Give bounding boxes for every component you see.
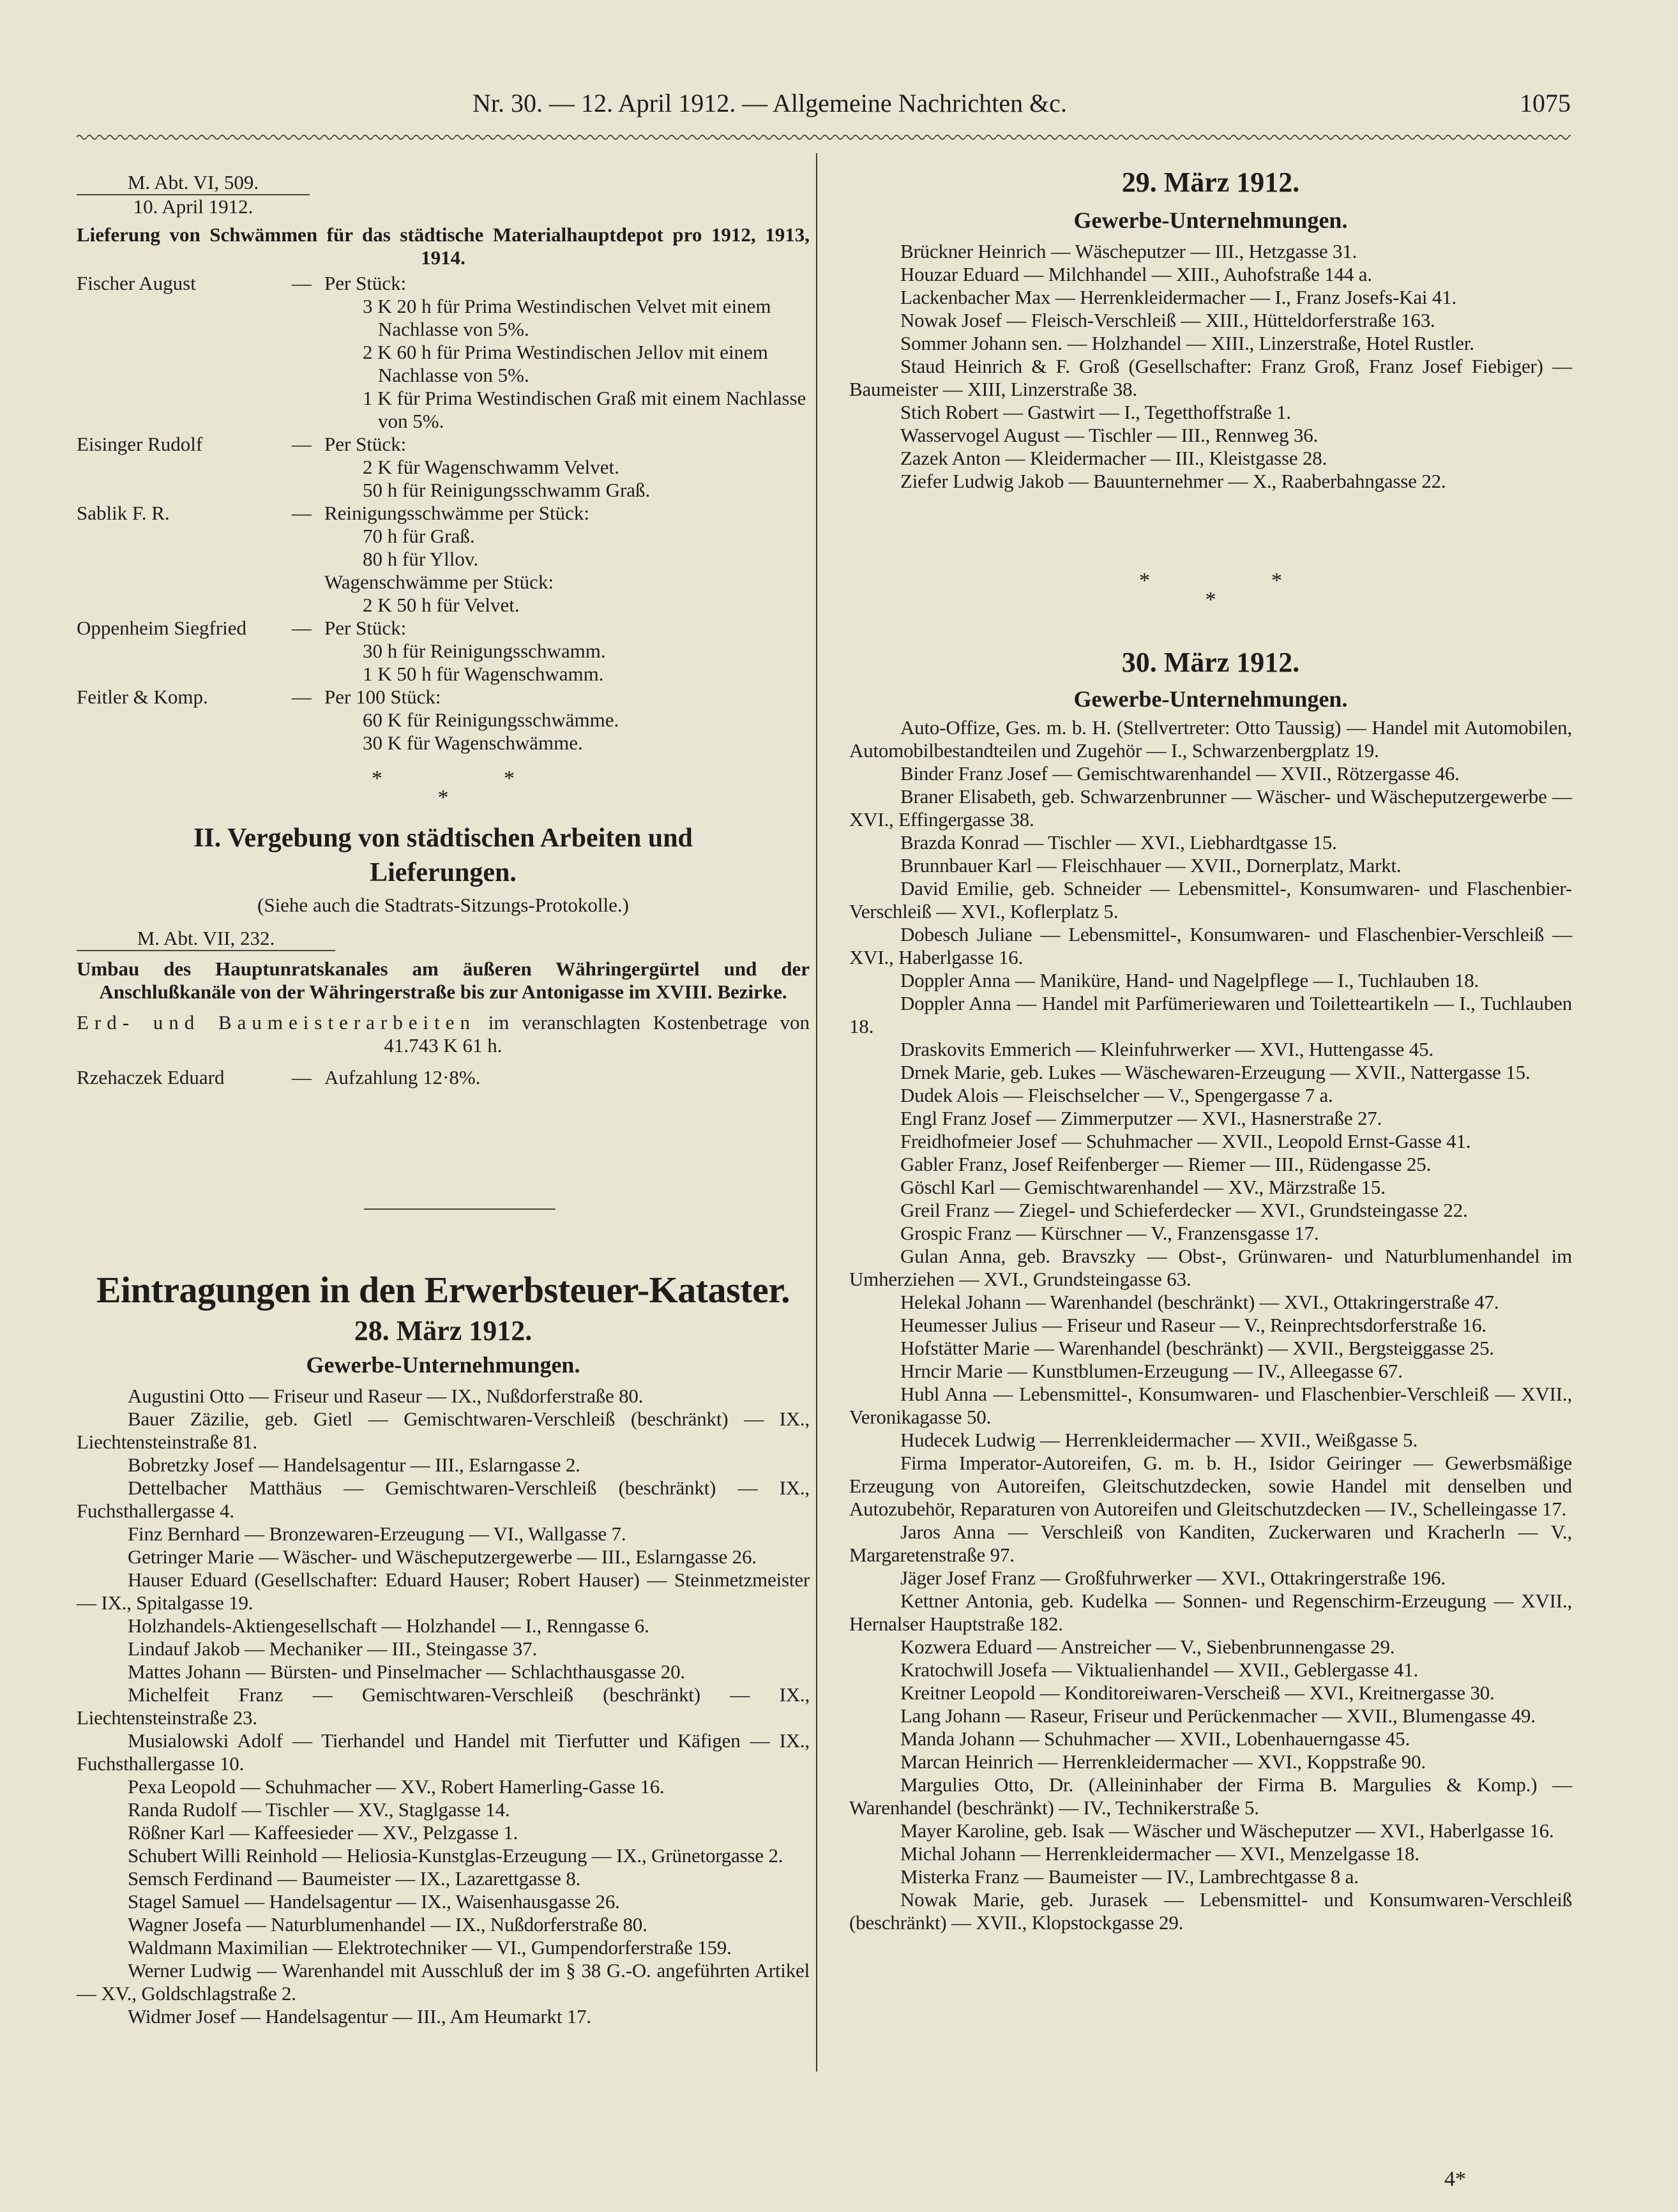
list-item: Hudecek Ludwig — Herrenkleidermacher — XVII., Weißgasse 5. bbox=[900, 1429, 1417, 1451]
bid-lines bbox=[324, 433, 810, 502]
list-item: Kettner Antonia, geb. Kudelka — Sonnen- und Regenschirm-Erzeugung — XVII., Hernalser Hauptstraße 182. bbox=[849, 1590, 1572, 1635]
work-type: Erd- und Baumeisterarbeiten bbox=[77, 1011, 476, 1034]
bid-line-item: 60 K für Reinigungsschwämme. bbox=[363, 709, 619, 731]
bid-line-heading: Wagenschwämme per Stück: bbox=[324, 571, 554, 593]
bidder-name: Fischer August bbox=[77, 272, 196, 294]
star: * bbox=[1205, 588, 1216, 612]
list-item: Engl Franz Josef — Zimmerputzer — XVI., Hasnerstraße 27. bbox=[900, 1107, 1382, 1129]
dash: — bbox=[292, 1066, 312, 1088]
list-item: Binder Franz Josef — Gemischtwarenhandel — XVII., Rötzergasse 46. bbox=[900, 762, 1460, 785]
bid-line-heading: Per Stück: bbox=[324, 617, 407, 639]
list-item: Stagel Samuel — Handelsagentur — IX., Waisenhausgasse 26. bbox=[128, 1890, 620, 1913]
bid-line-heading: Per Stück: bbox=[324, 433, 407, 455]
march30-section bbox=[849, 645, 1572, 1934]
list-item: Heumesser Julius — Friseur und Raseur — V., Reinprechtsdorferstraße 16. bbox=[900, 1314, 1486, 1336]
list-item: Gulan Anna, geb. Bravszky — Obst-, Grünwaren- und Naturblumenhandel im Umherziehen — XVI., Grundsteingasse 63. bbox=[849, 1245, 1572, 1290]
list-item: Rößner Karl — Kaffeesieder — XV., Pelzgasse 1. bbox=[128, 1821, 518, 1844]
list-item: Getringer Marie — Wäscher- und Wäscheputzergewerbe — III., Eslarngasse 26. bbox=[128, 1546, 757, 1568]
list-item: Bobretzky Josef — Handelsagentur — III., Eslarngasse 2. bbox=[128, 1454, 580, 1476]
list-item: Brückner Heinrich — Wäscheputzer — III., Hetzgasse 31. bbox=[900, 240, 1357, 262]
list-item: Freidhofmeier Josef — Schuhmacher — XVII., Leopold Ernst-Gasse 41. bbox=[900, 1130, 1471, 1152]
list-item: Greil Franz — Ziegel- und Schieferdecker — XVI., Grundsteingasse 22. bbox=[900, 1199, 1468, 1221]
list-item: Stich Robert — Gastwirt — I., Tegetthoffstraße 1. bbox=[900, 401, 1291, 423]
tender-title: Lieferung von Schwämmen für das städtische Materialhauptdepot pro 1912, 1913, 1914. bbox=[77, 223, 810, 269]
list-item: Göschl Karl — Gemischtwarenhandel — XV., Märzstraße 15. bbox=[900, 1176, 1386, 1198]
list-item: Marcan Heinrich — Herrenkleidermacher — XVI., Koppstraße 90. bbox=[900, 1750, 1426, 1773]
list-item: Kratochwill Josefa — Viktualienhandel — XVII., Geblergasse 41. bbox=[900, 1659, 1419, 1681]
section-date: 28. März 1912. bbox=[354, 1315, 533, 1346]
list-item: Firma Imperator-Autoreifen, G. m. b. H., Isidor Geiringer — Gewerbsmäßige Erzeugung von Autoreifen, Gleitschutzdecken, sowie Handel mit denselben und Autozubehör, Reparaturen von Autoreifen und Gleitschutzdecken — IV., Schelleingasse 17. bbox=[849, 1452, 1572, 1520]
list-item: Dudek Alois — Fleischselcher — V., Spengergasse 7 a. bbox=[900, 1084, 1333, 1106]
bid bbox=[77, 686, 810, 755]
star: * bbox=[504, 767, 515, 790]
list-item: Hrncir Marie — Kunstblumen-Erzeugung — IV., Alleegasse 67. bbox=[900, 1360, 1403, 1382]
list-item: Staud Heinrich & F. Groß (Gesellschafter: Franz Groß, Franz Josef Fiebiger) — Baumeister — XIII, Linzerstraße 38. bbox=[849, 355, 1572, 400]
header-title: Nr. 30. — 12. April 1912. — Allgemeine Nachrichten &c. bbox=[472, 89, 1067, 117]
entry-list bbox=[849, 716, 1572, 1934]
bid-line-item: 2 K 60 h für Prima Westindischen Jellov mit einem Nachlasse von 5%. bbox=[363, 341, 768, 386]
department-reference: M. Abt. VI, 509. bbox=[127, 171, 259, 193]
list-item: Pexa Leopold — Schuhmacher — XV., Robert Hamerling-Gasse 16. bbox=[128, 1775, 665, 1798]
section-subtitle: Gewerbe-Unternehmungen. bbox=[306, 1352, 580, 1378]
contract-work bbox=[77, 1011, 810, 1057]
list-item: Dettelbacher Matthäus — Gemischtwaren-Verschleiß (beschränkt) — IX., Fuchsthallergasse 4. bbox=[77, 1477, 810, 1522]
page-number: 1075 bbox=[1520, 89, 1571, 117]
bid-list bbox=[77, 272, 810, 755]
list-item: Mayer Karoline, geb. Isak — Wäscher und Wäscheputzer — XVI., Haberlgasse 16. bbox=[900, 1819, 1554, 1842]
bidder-name: Eisinger Rudolf bbox=[77, 433, 203, 455]
bid-line-item: 30 h für Reinigungsschwamm. bbox=[363, 640, 606, 662]
list-item: Semsch Ferdinand — Baumeister — IX., Lazarettgasse 8. bbox=[128, 1867, 581, 1890]
list-item: Lindauf Jakob — Mechaniker — III., Steingasse 37. bbox=[128, 1637, 538, 1660]
bid bbox=[77, 1066, 810, 1089]
list-item: Manda Johann — Schuhmacher — XVII., Lobenhauerngasse 45. bbox=[900, 1727, 1410, 1750]
section-separator-stars bbox=[849, 571, 1572, 610]
list-item: Brazda Konrad — Tischler — XVI., Liebhardtgasse 15. bbox=[900, 831, 1337, 854]
list-item: Misterka Franz — Baumeister — IV., Lambrechtgasse 8 a. bbox=[900, 1865, 1359, 1888]
bid-line-item: 1 K 50 h für Wagenschwamm. bbox=[363, 663, 604, 685]
list-item: Wagner Josefa — Naturblumenhandel — IX., Nußdorferstraße 80. bbox=[128, 1913, 647, 1936]
section-rule bbox=[364, 1208, 556, 1210]
list-item: Gabler Franz, Josef Reifenberger — Riemer — III., Rüdengasse 25. bbox=[900, 1153, 1432, 1175]
list-item: Ziefer Ludwig Jakob — Bauunternehmer — X., Raaberbahngasse 22. bbox=[900, 470, 1446, 492]
list-item: Waldmann Maximilian — Elektrotechniker — VI., Gumpendorferstraße 159. bbox=[128, 1936, 732, 1959]
bid-line-item: 70 h für Graß. bbox=[363, 525, 475, 547]
list-item: Holzhandels-Aktiengesellschaft — Holzhandel — I., Renngasse 6. bbox=[128, 1614, 649, 1637]
list-item: Zazek Anton — Kleidermacher — III., Kleistgasse 28. bbox=[900, 447, 1327, 469]
section-separator-stars bbox=[77, 769, 810, 808]
list-item: Bauer Zäzilie, geb. Gietl — Gemischtwaren-Verschleiß (beschränkt) — IX., Liechtensteinstraße 81. bbox=[77, 1408, 810, 1453]
bid-line-item: 80 h für Yllov. bbox=[363, 548, 479, 570]
tender-sponges bbox=[77, 171, 810, 755]
entry-list bbox=[77, 1385, 810, 2028]
bid-line-heading: Per 100 Stück: bbox=[324, 686, 441, 708]
work-estimate: im veranschlagten Kostenbetrage von 41.743 K 61 h. bbox=[384, 1011, 810, 1057]
list-item: Augustini Otto — Friseur und Raseur — IX., Nußdorferstraße 80. bbox=[128, 1385, 644, 1407]
list-item: Brunnbauer Karl — Fleischhauer — XVII., Dornerplatz, Markt. bbox=[900, 854, 1402, 877]
list-item: Auto-Offize, Ges. m. b. H. (Stellvertreter: Otto Taussig) — Handel mit Automobilen, Automobilbestandteilen und Zugehör — I., Schwarzenbergplatz 19. bbox=[849, 716, 1572, 762]
list-item: Werner Ludwig — Warenhandel mit Ausschluß der im § 38 G.-O. angeführten Artikel — XV., Goldschlagstraße 2. bbox=[77, 1959, 810, 2005]
list-item: Kozwera Eduard — Anstreicher — V., Siebenbrunnengasse 29. bbox=[900, 1636, 1395, 1658]
list-item: Hofstätter Marie — Warenhandel (beschränkt) — XVII., Bergsteiggasse 25. bbox=[900, 1337, 1494, 1359]
list-item: Grospic Franz — Kürschner — V., Franzensgasse 17. bbox=[900, 1222, 1319, 1244]
section-contracts bbox=[77, 821, 810, 1089]
list-item: Kreitner Leopold — Konditoreiwaren-Verscheiß — XVI., Kreitnergasse 30. bbox=[900, 1682, 1495, 1704]
list-item: Michelfeit Franz — Gemischtwaren-Verschleiß (beschränkt) — IX., Liechtensteinstraße 23. bbox=[77, 1683, 810, 1729]
list-item: Hauser Eduard (Gesellschafter: Eduard Hauser; Robert Hauser) — Steinmetzmeister — IX., Spitalgasse 19. bbox=[77, 1569, 810, 1614]
list-item: Draskovits Emmerich — Kleinfuhrwerker — XVI., Huttengasse 45. bbox=[900, 1038, 1433, 1060]
bidder-name: Rzehaczek Eduard bbox=[77, 1066, 225, 1088]
section-subtitle: Gewerbe-Unternehmungen. bbox=[1073, 207, 1348, 233]
bid-line-item: 3 K 20 h für Prima Westindischen Velvet mit einem Nachlasse von 5%. bbox=[363, 295, 771, 340]
bid bbox=[77, 502, 810, 617]
dash: — bbox=[292, 502, 312, 524]
list-item: Lang Johann — Raseur, Friseur und Perückenmacher — XVII., Blumengasse 49. bbox=[900, 1704, 1536, 1727]
section-date: 30. März 1912. bbox=[1121, 647, 1300, 678]
column-divider bbox=[816, 153, 817, 2072]
bid bbox=[77, 617, 810, 686]
bid-line-item: 50 h für Reinigungsschwamm Graß. bbox=[363, 479, 651, 501]
signature-mark: 4* bbox=[1444, 2167, 1466, 2191]
march29-section bbox=[849, 165, 1572, 493]
cadastre-section bbox=[77, 1267, 810, 2028]
bid bbox=[77, 272, 810, 433]
bidder-name: Oppenheim Siegfried bbox=[77, 617, 247, 639]
list-item: Finz Bernhard — Bronzewaren-Erzeugung — VI., Wallgasse 7. bbox=[128, 1523, 626, 1545]
list-item: Hubl Anna — Lebensmittel-, Konsumwaren- und Flaschenbier-Verschleiß — XVII., Veronikagasse 50. bbox=[849, 1383, 1572, 1428]
section-date: 29. März 1912. bbox=[1121, 167, 1300, 198]
bid-line-item: 2 K für Wagenschwamm Velvet. bbox=[363, 456, 619, 478]
list-item: Mattes Johann — Bürsten- und Pinselmacher — Schlachthausgasse 20. bbox=[128, 1660, 685, 1683]
list-item: Drnek Marie, geb. Lukes — Wäschewaren-Erzeugung — XVII., Nattergasse 15. bbox=[900, 1061, 1531, 1083]
bid bbox=[77, 433, 810, 502]
bid-text: Aufzahlung 12·8%. bbox=[324, 1066, 481, 1088]
dash: — bbox=[292, 433, 312, 455]
list-item: Michal Johann — Herrenkleidermacher — XVI., Menzelgasse 18. bbox=[900, 1842, 1419, 1865]
star: * bbox=[1271, 569, 1282, 592]
list-item: Braner Elisabeth, geb. Schwarzenbrunner — Wäscher- und Wäscheputzergewerbe — XVI., Effingergasse 38. bbox=[849, 785, 1572, 831]
list-item: Musialowski Adolf — Tierhandel und Handel mit Tierfutter und Käfigen — IX., Fuchsthallergasse 10. bbox=[77, 1729, 810, 1775]
list-item: Jaros Anna — Verschleiß von Kanditen, Zuckerwaren und Kracherln — V., Margaretenstraße 97. bbox=[849, 1521, 1572, 1566]
list-item: Houzar Eduard — Milchhandel — XIII., Auhofstraße 144 a. bbox=[900, 263, 1372, 285]
list-item: Sommer Johann sen. — Holzhandel — XIII., Linzerstraße, Hotel Rustler. bbox=[900, 332, 1474, 354]
list-item: Helekal Johann — Warenhandel (beschränkt) — XVI., Ottakringerstraße 47. bbox=[900, 1291, 1499, 1313]
list-item: Nowak Josef — Fleisch-Verschleiß — XIII., Hütteldorferstraße 163. bbox=[900, 309, 1435, 331]
section-subtitle: Gewerbe-Unternehmungen. bbox=[1073, 686, 1348, 712]
list-item: Widmer Josef — Handelsagentur — III., Am Heumarkt 17. bbox=[128, 2005, 591, 2028]
bid-lines bbox=[324, 272, 810, 433]
bid-line-heading: Reinigungsschwämme per Stück: bbox=[324, 502, 589, 524]
dash: — bbox=[292, 686, 312, 708]
list-item: Doppler Anna — Handel mit Parfümeriewaren und Toiletteartikeln — I., Tuchlauben 18. bbox=[849, 992, 1572, 1037]
star: * bbox=[1139, 569, 1150, 592]
star: * bbox=[437, 786, 449, 809]
bid-lines bbox=[324, 686, 810, 755]
list-item: Jäger Josef Franz — Großfuhrwerker — XVI., Ottakringerstraße 196. bbox=[900, 1567, 1446, 1589]
list-item: Lackenbacher Max — Herrenkleidermacher — I., Franz Josefs-Kai 41. bbox=[900, 286, 1456, 308]
bid-lines bbox=[324, 502, 810, 617]
bid-line-item: 30 K für Wagenschwämme. bbox=[363, 732, 583, 754]
bidder-name: Feitler & Komp. bbox=[77, 686, 208, 708]
dash: — bbox=[292, 617, 312, 639]
list-item: Schubert Willi Reinhold — Heliosia-Kunstglas-Erzeugung — IX., Grünetorgasse 2. bbox=[128, 1844, 783, 1867]
list-item: Dobesch Juliane — Lebensmittel-, Konsumwaren- und Flaschenbier-Verschleiß — XVI., Haberlgasse 16. bbox=[849, 923, 1572, 968]
running-header bbox=[472, 88, 1571, 120]
bid-lines bbox=[324, 617, 810, 686]
dash: — bbox=[292, 272, 312, 294]
bid-line-item: 2 K 50 h für Velvet. bbox=[363, 594, 520, 616]
bid-line-heading: Per Stück: bbox=[324, 272, 407, 294]
contract-title: Umbau des Hauptunratskanales am äußeren Währingergürtel und der Anschlußkanäle von der Währingerstraße bis zur Antonigasse im XVIII. Bezirke. bbox=[77, 958, 810, 1003]
star: * bbox=[372, 767, 382, 790]
bidder-name: Sablik F. R. bbox=[77, 502, 170, 524]
bid-line-item: 1 K für Prima Westindischen Graß mit einem Nachlasse von 5%. bbox=[363, 387, 806, 432]
tender-date: 10. April 1912. bbox=[133, 195, 253, 218]
list-item: Nowak Marie, geb. Jurasek — Lebensmittel- und Konsumwaren-Verschleiß (beschränkt) — XVII., Klopstockgasse 29. bbox=[849, 1888, 1572, 1934]
section-note: (Siehe auch die Stadtrats-Sitzungs-Protokolle.) bbox=[257, 894, 629, 916]
list-item: David Emilie, geb. Schneider — Lebensmittel-, Konsumwaren- und Flaschenbier-Verschleiß — XVI., Koflerplatz 5. bbox=[849, 877, 1572, 922]
cadastre-title: Eintragungen in den Erwerbsteuer-Kataster. bbox=[96, 1269, 790, 1311]
wavy-rule bbox=[77, 131, 1571, 144]
list-item: Wasservogel August — Tischler — III., Rennweg 36. bbox=[900, 424, 1319, 446]
entry-list bbox=[849, 240, 1572, 493]
section-heading: II. Vergebung von städtischen Arbeiten und Lieferungen. bbox=[193, 824, 693, 887]
list-item: Margulies Otto, Dr. (Alleininhaber der Firma B. Margulies & Komp.) — Warenhandel (beschränkt) — IV., Technikerstraße 5. bbox=[849, 1773, 1572, 1819]
reference-rule bbox=[77, 950, 335, 951]
list-item: Randa Rudolf — Tischler — XV., Staglgasse 14. bbox=[128, 1798, 510, 1821]
department-reference: M. Abt. VII, 232. bbox=[137, 927, 275, 949]
list-item: Doppler Anna — Maniküre, Hand- und Nagelpflege — I., Tuchlauben 18. bbox=[900, 969, 1479, 991]
